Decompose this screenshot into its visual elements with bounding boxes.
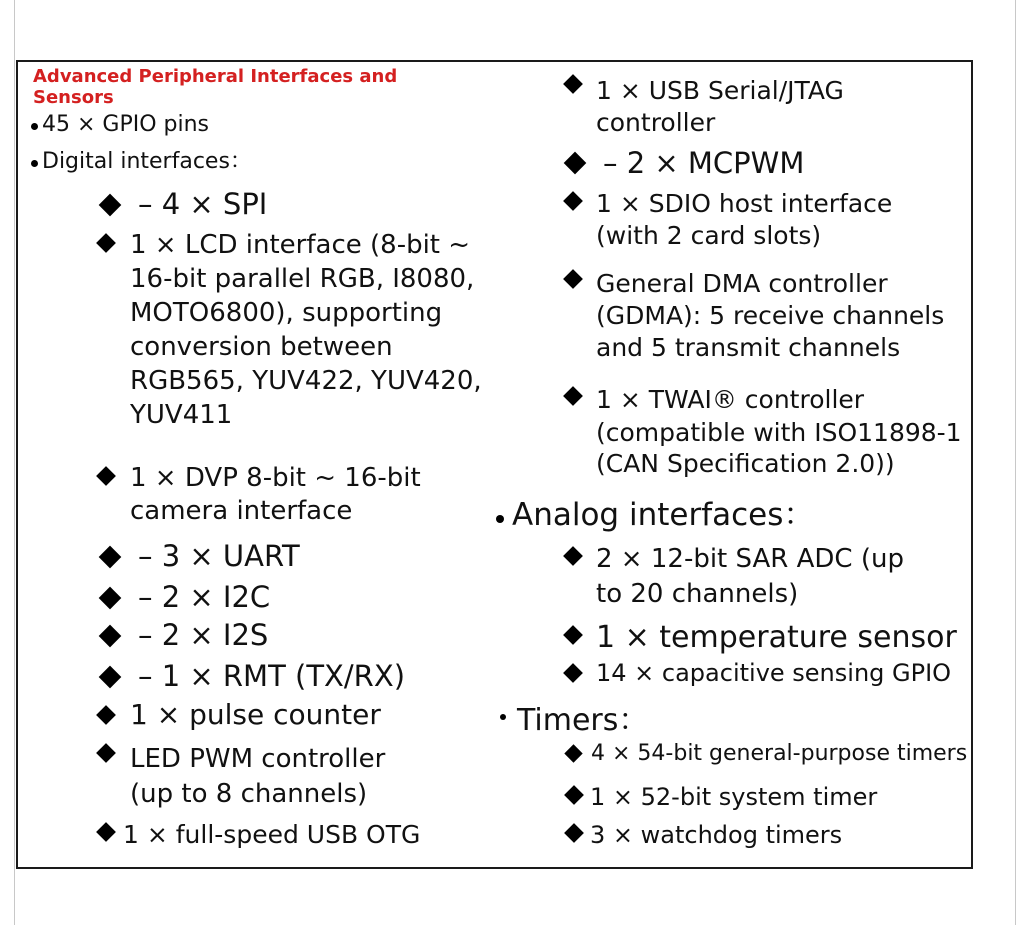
led-pwm-line-2: (up to 8 channels) bbox=[130, 779, 368, 809]
mcpwm-item: – 2 × MCPWM bbox=[603, 146, 805, 180]
analog-interfaces-heading: Analog interfaces： bbox=[512, 497, 815, 533]
page-edge-right bbox=[1015, 0, 1016, 925]
lcd-line-6: YUV411 bbox=[130, 400, 233, 430]
system-timer-item: 1 × 52-bit system timer bbox=[590, 783, 878, 811]
rmt-item: – 1 × RMT (TX/RX) bbox=[138, 659, 406, 693]
sdio-line-1: 1 × SDIO host interface bbox=[596, 189, 893, 218]
page-edge-left bbox=[14, 0, 15, 925]
gpio-pins-text: 45 × GPIO pins bbox=[42, 112, 210, 137]
section-title: Advanced Peripheral Interfaces and Sensors bbox=[33, 66, 398, 108]
temperature-sensor-item: 1 × temperature sensor bbox=[596, 620, 957, 655]
lcd-line-4: conversion between bbox=[130, 332, 393, 362]
timers-heading: Timers： bbox=[517, 703, 649, 738]
usb-jtag-line-1: 1 × USB Serial/JTAG bbox=[596, 76, 844, 105]
i2c-item: – 2 × I2C bbox=[138, 580, 271, 614]
pulse-counter-item: 1 × pulse counter bbox=[130, 698, 381, 731]
bullet-dot bbox=[496, 515, 504, 523]
dvp-line-1: 1 × DVP 8-bit ~ 16-bit bbox=[130, 463, 421, 493]
watchdog-timers-item: 3 × watchdog timers bbox=[590, 821, 843, 849]
lcd-line-3: MOTO6800), supporting bbox=[130, 298, 443, 328]
i2s-item: – 2 × I2S bbox=[138, 618, 269, 652]
gdma-line-3: and 5 transmit channels bbox=[596, 333, 901, 362]
capacitive-gpio-item: 14 × capacitive sensing GPIO bbox=[596, 659, 952, 687]
usb-otg-item: 1 × full-speed USB OTG bbox=[123, 820, 421, 849]
bullet-dot bbox=[500, 714, 506, 720]
twai-line-1: 1 × TWAI® controller bbox=[596, 385, 865, 414]
uart-item: – 3 × UART bbox=[138, 539, 300, 573]
sdio-line-2: (with 2 card slots) bbox=[596, 221, 822, 250]
bullet-dot bbox=[31, 123, 38, 130]
lcd-line-2: 16-bit parallel RGB, I8080, bbox=[130, 264, 475, 294]
adc-line-2: to 20 channels) bbox=[596, 579, 799, 609]
general-purpose-timers-item: 4 × 54-bit general-purpose timers bbox=[591, 741, 968, 766]
usb-jtag-line-2: controller bbox=[596, 108, 716, 137]
led-pwm-line-1: LED PWM controller bbox=[130, 744, 386, 774]
gdma-line-2: (GDMA): 5 receive channels bbox=[596, 301, 945, 330]
digital-interfaces-heading: Digital interfaces： bbox=[42, 149, 252, 174]
twai-line-3: (CAN Specification 2.0)) bbox=[596, 449, 895, 478]
dvp-line-2: camera interface bbox=[130, 496, 353, 526]
lcd-line-1: 1 × LCD interface (8-bit ~ bbox=[130, 230, 471, 260]
spi-item: – 4 × SPI bbox=[138, 187, 268, 221]
adc-line-1: 2 × 12-bit SAR ADC (up bbox=[596, 544, 904, 574]
twai-line-2: (compatible with ISO11898-1 bbox=[596, 418, 962, 447]
bullet-dot bbox=[31, 160, 38, 167]
gdma-line-1: General DMA controller bbox=[596, 269, 888, 298]
lcd-line-5: RGB565, YUV422, YUV420, bbox=[130, 366, 482, 396]
